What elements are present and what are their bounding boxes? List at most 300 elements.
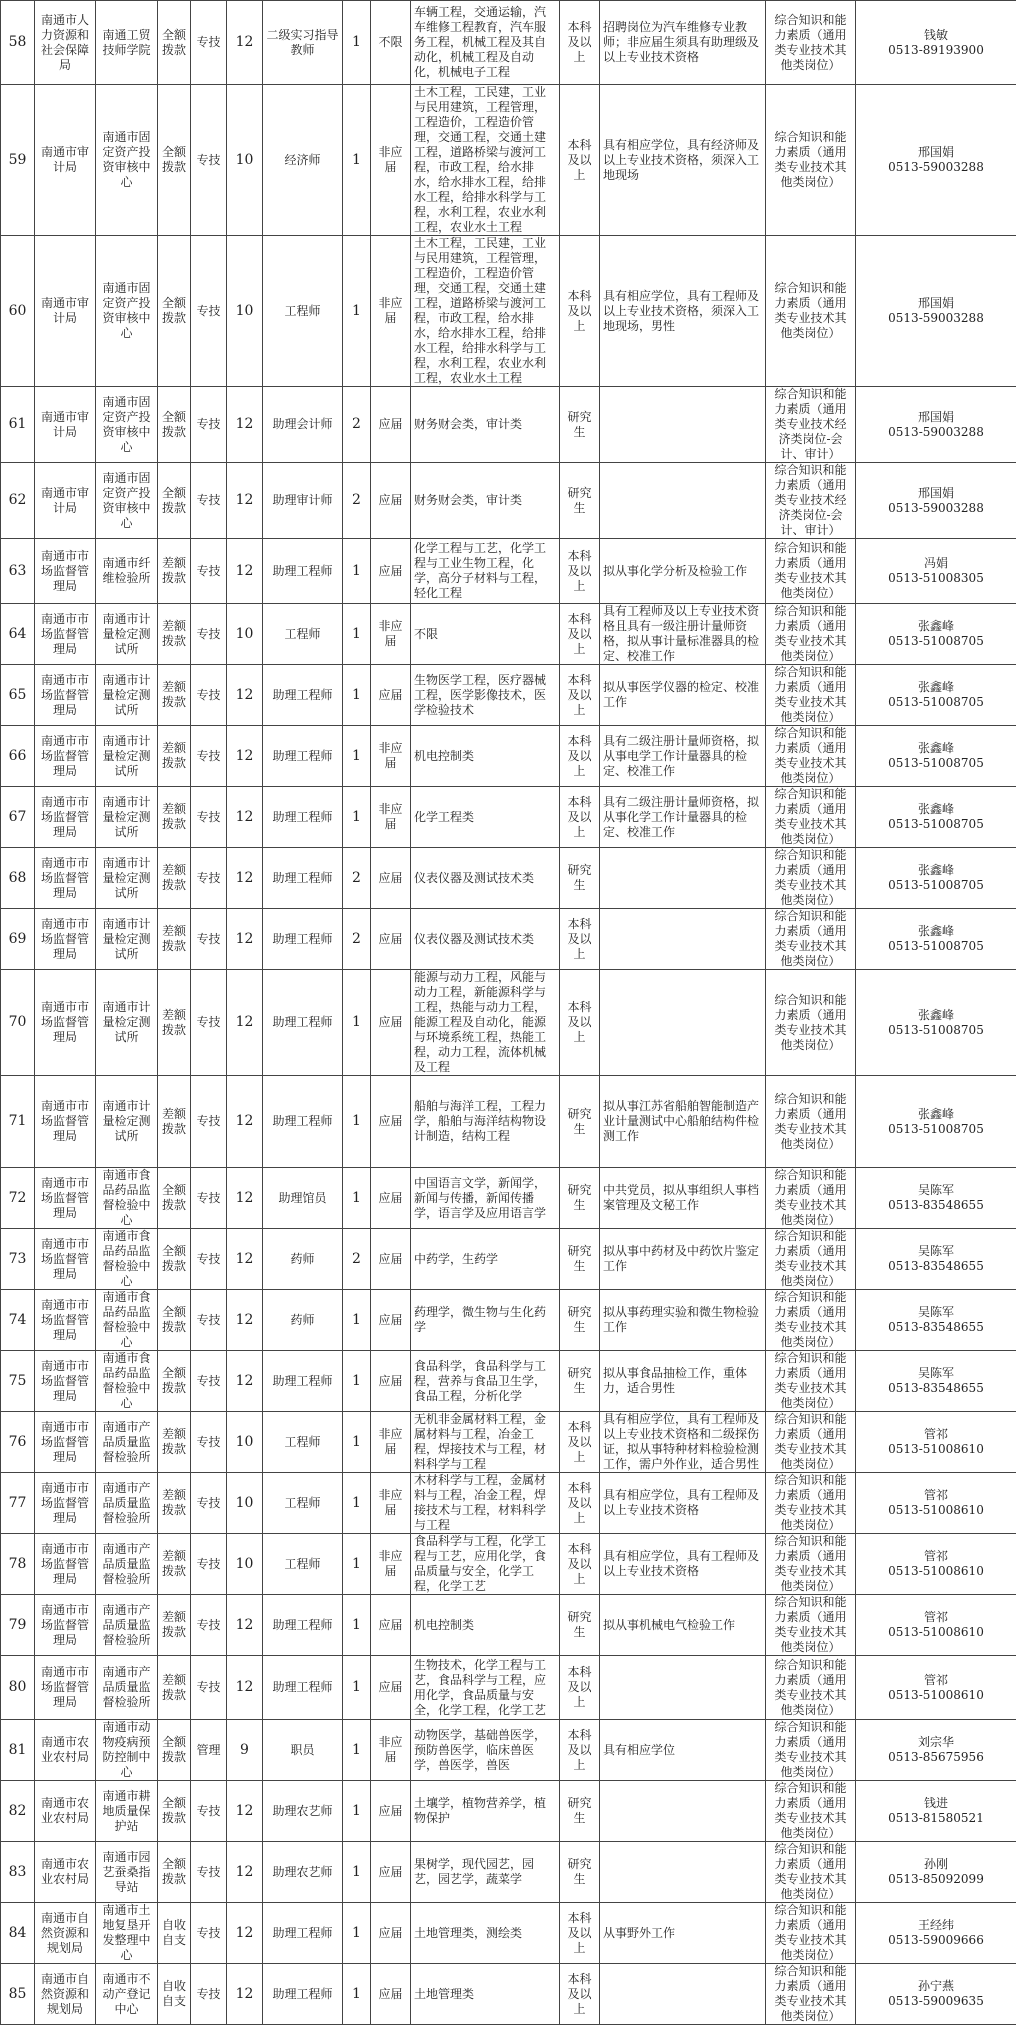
table-row — [1, 85, 1016, 236]
contact-phone: 0513-83548655 — [859, 1259, 1013, 1274]
cell-unit: 南通市食品药品监督检验中心 — [96, 1290, 158, 1351]
cell-level: 9 — [227, 1720, 263, 1781]
cell-major: 中国语言文学，新闻学，新闻与传播，新闻传播学，语言学及应用语言学 — [411, 1168, 560, 1229]
cell-major: 仪表仪器及测试技术类 — [411, 909, 560, 970]
cell-funding: 差额拨款 — [158, 1412, 191, 1473]
cell-graduate: 非应届 — [371, 85, 411, 236]
cell-exam: 综合知识和能力素质（通用类专业技术其他类岗位） — [766, 1412, 856, 1473]
cell-unit: 南通市不动产登记中心 — [96, 1964, 158, 2025]
contact-phone: 0513-51008705 — [859, 939, 1013, 954]
cell-exam: 综合知识和能力素质（通用类专业技术其他类岗位） — [766, 909, 856, 970]
contact-phone: 0513-51008305 — [859, 571, 1013, 586]
cell-exam: 综合知识和能力素质（通用类专业技术其他类岗位） — [766, 1903, 856, 1964]
cell-unit: 南通市食品药品监督检验中心 — [96, 1229, 158, 1290]
cell-education: 研究生 — [560, 848, 600, 909]
cell-major: 船舶与海洋工程，工程力学，船舶与海洋结构物设计制造，结构工程 — [411, 1076, 560, 1168]
cell-count: 1 — [343, 1781, 371, 1842]
cell-funding: 自收自支 — [158, 1903, 191, 1964]
cell-count: 2 — [343, 387, 371, 463]
cell-unit: 南通市食品药品监督检验中心 — [96, 1168, 158, 1229]
cell-level: 12 — [227, 1, 263, 85]
cell-graduate: 应届 — [371, 970, 411, 1076]
contact-phone: 0513-85675956 — [859, 1750, 1013, 1765]
contact-phone: 0513-83548655 — [859, 1381, 1013, 1396]
cell-education: 研究生 — [560, 1351, 600, 1412]
cell-graduate: 应届 — [371, 539, 411, 604]
cell-contact — [856, 665, 1016, 726]
cell-other: 拟从事江苏省船舶智能制造产业计量测试中心船舶结构件检测工作 — [600, 1076, 766, 1168]
cell-level: 12 — [227, 1229, 263, 1290]
table-row — [1, 970, 1016, 1076]
cell-contact — [856, 1534, 1016, 1595]
cell-major: 土壤学，植物营养学，植物保护 — [411, 1781, 560, 1842]
cell-exam: 综合知识和能力素质（通用类专业技术其他类岗位） — [766, 1, 856, 85]
cell-graduate: 非应届 — [371, 604, 411, 665]
table-row — [1, 1964, 1016, 2025]
cell-contact — [856, 539, 1016, 604]
cell-count: 1 — [343, 1964, 371, 2025]
cell-other: 拟从事机械电气检验工作 — [600, 1595, 766, 1656]
cell-major: 中药学，生药学 — [411, 1229, 560, 1290]
contact-name: 吴陈军 — [859, 1244, 1013, 1259]
table-row — [1, 1412, 1016, 1473]
cell-no: 71 — [1, 1076, 35, 1168]
cell-education: 本科及以上 — [560, 970, 600, 1076]
cell-graduate: 应届 — [371, 1595, 411, 1656]
cell-contact — [856, 1229, 1016, 1290]
table-row — [1, 665, 1016, 726]
cell-unit: 南通市固定资产投资审核中心 — [96, 387, 158, 463]
cell-major: 财务财会类，审计类 — [411, 463, 560, 539]
cell-major: 生物技术，化学工程与工艺，食品科学与工程，应用化学，食品质量与安全，化学工程，化学工艺 — [411, 1656, 560, 1720]
cell-unit: 南通市计量检定测试所 — [96, 970, 158, 1076]
cell-no: 74 — [1, 1290, 35, 1351]
cell-other: 招聘岗位为汽车维修专业教师；非应届生须具有助理级及以上专业技术资格 — [600, 1, 766, 85]
cell-major: 果树学，现代园艺，园艺，园艺学，蔬菜学 — [411, 1842, 560, 1903]
cell-major: 药理学，微生物与生化药学 — [411, 1290, 560, 1351]
cell-contact — [856, 463, 1016, 539]
cell-unit: 南通市计量检定测试所 — [96, 665, 158, 726]
contact-name: 邢国娟 — [859, 410, 1013, 425]
cell-count: 1 — [343, 1595, 371, 1656]
cell-no: 68 — [1, 848, 35, 909]
cell-exam: 综合知识和能力素质（通用类专业技术其他类岗位） — [766, 539, 856, 604]
cell-count: 1 — [343, 970, 371, 1076]
table-row — [1, 1534, 1016, 1595]
cell-contact — [856, 1842, 1016, 1903]
cell-level: 12 — [227, 1842, 263, 1903]
cell-major: 财务财会类，审计类 — [411, 387, 560, 463]
cell-education: 研究生 — [560, 1290, 600, 1351]
cell-count: 1 — [343, 1720, 371, 1781]
cell-unit: 南通市计量检定测试所 — [96, 787, 158, 848]
cell-graduate: 非应届 — [371, 1534, 411, 1595]
cell-major: 土木工程，工民建，工业与民用建筑，工程管理，工程造价，工程造价管理，交通工程，交通土建工程，道路桥梁与渡河工程，市政工程，给水排水，给水排水工程，给排水工程，给排水科学与工程，水利工程，农业水利工程，农业水土工程 — [411, 85, 560, 236]
cell-funding: 差额拨款 — [158, 848, 191, 909]
cell-unit: 南通市产品质量监督检验所 — [96, 1473, 158, 1534]
table-row — [1, 1290, 1016, 1351]
cell-count: 1 — [343, 1, 371, 85]
cell-graduate: 应届 — [371, 387, 411, 463]
cell-category: 专技 — [191, 387, 227, 463]
cell-contact — [856, 1412, 1016, 1473]
cell-position: 工程师 — [263, 1473, 343, 1534]
cell-category: 专技 — [191, 665, 227, 726]
contact-name: 张鑫峰 — [859, 802, 1013, 817]
cell-funding: 全额拨款 — [158, 1168, 191, 1229]
cell-no: 72 — [1, 1168, 35, 1229]
cell-level: 12 — [227, 726, 263, 787]
cell-position: 工程师 — [263, 236, 343, 387]
contact-phone: 0513-51008705 — [859, 695, 1013, 710]
cell-count: 1 — [343, 787, 371, 848]
table-row — [1, 387, 1016, 463]
contact-phone: 0513-89193900 — [859, 43, 1013, 58]
cell-category: 专技 — [191, 848, 227, 909]
cell-count: 1 — [343, 1534, 371, 1595]
contact-name: 张鑫峰 — [859, 1107, 1013, 1122]
cell-contact — [856, 1168, 1016, 1229]
cell-position: 工程师 — [263, 1412, 343, 1473]
cell-graduate: 应届 — [371, 1290, 411, 1351]
cell-level: 10 — [227, 604, 263, 665]
cell-funding: 差额拨款 — [158, 604, 191, 665]
cell-education: 本科及以上 — [560, 236, 600, 387]
cell-other: 中共党员，拟从事组织人事档案管理及文秘工作 — [600, 1168, 766, 1229]
cell-contact — [856, 1, 1016, 85]
cell-no: 70 — [1, 970, 35, 1076]
cell-education: 本科及以上 — [560, 665, 600, 726]
cell-other — [600, 463, 766, 539]
cell-other: 具有工程师及以上专业技术资格且具有一级注册计量师资格，拟从事计量标准器具的检定、校准工作 — [600, 604, 766, 665]
contact-phone: 0513-51008610 — [859, 1564, 1013, 1579]
cell-contact — [856, 1781, 1016, 1842]
cell-position: 药师 — [263, 1229, 343, 1290]
cell-position: 助理工程师 — [263, 726, 343, 787]
cell-major: 仪表仪器及测试技术类 — [411, 848, 560, 909]
cell-funding: 全额拨款 — [158, 1351, 191, 1412]
contact-name: 邢国娟 — [859, 486, 1013, 501]
cell-unit: 南通市固定资产投资审核中心 — [96, 463, 158, 539]
cell-exam: 综合知识和能力素质（通用类专业技术其他类岗位） — [766, 1656, 856, 1720]
cell-level: 10 — [227, 236, 263, 387]
contact-phone: 0513-51008610 — [859, 1688, 1013, 1703]
cell-dept: 南通市市场监督管理局 — [35, 1290, 96, 1351]
cell-education: 本科及以上 — [560, 1412, 600, 1473]
cell-category: 专技 — [191, 604, 227, 665]
cell-funding: 差额拨款 — [158, 787, 191, 848]
contact-name: 管祁 — [859, 1673, 1013, 1688]
cell-count: 1 — [343, 1473, 371, 1534]
cell-major: 土地管理类，测绘类 — [411, 1903, 560, 1964]
cell-other: 具有二级注册计量师资格，拟从事化学工作计量器具的检定、校准工作 — [600, 787, 766, 848]
cell-level: 12 — [227, 1781, 263, 1842]
contact-phone: 0513-51008705 — [859, 1023, 1013, 1038]
cell-unit: 南通市纤维检验所 — [96, 539, 158, 604]
cell-dept: 南通市市场监督管理局 — [35, 1168, 96, 1229]
cell-other — [600, 387, 766, 463]
cell-unit: 南通市产品质量监督检验所 — [96, 1656, 158, 1720]
cell-graduate: 非应届 — [371, 787, 411, 848]
cell-dept: 南通市市场监督管理局 — [35, 848, 96, 909]
cell-category: 专技 — [191, 463, 227, 539]
cell-exam: 综合知识和能力素质（通用类专业技术其他类岗位） — [766, 1781, 856, 1842]
contact-name: 张鑫峰 — [859, 1008, 1013, 1023]
cell-dept: 南通市市场监督管理局 — [35, 1076, 96, 1168]
cell-education: 本科及以上 — [560, 787, 600, 848]
cell-level: 10 — [227, 1412, 263, 1473]
cell-funding: 全额拨款 — [158, 236, 191, 387]
cell-graduate: 应届 — [371, 848, 411, 909]
cell-major: 不限 — [411, 604, 560, 665]
cell-graduate: 应届 — [371, 1964, 411, 2025]
cell-no: 85 — [1, 1964, 35, 2025]
cell-dept: 南通市人力资源和社会保障局 — [35, 1, 96, 85]
cell-no: 69 — [1, 909, 35, 970]
cell-funding: 全额拨款 — [158, 387, 191, 463]
cell-other — [600, 1842, 766, 1903]
cell-count: 1 — [343, 236, 371, 387]
cell-category: 专技 — [191, 85, 227, 236]
cell-position: 助理工程师 — [263, 909, 343, 970]
cell-education: 本科及以上 — [560, 85, 600, 236]
cell-category: 专技 — [191, 1290, 227, 1351]
cell-exam: 综合知识和能力素质（通用类专业技术其他类岗位） — [766, 848, 856, 909]
cell-major: 无机非金属材料工程，金属材料与工程，冶金工程，焊接技术与工程，材料科学与工程 — [411, 1412, 560, 1473]
cell-funding: 差额拨款 — [158, 1595, 191, 1656]
table-row — [1, 1351, 1016, 1412]
contact-phone: 0513-51008610 — [859, 1625, 1013, 1640]
cell-major: 能源与动力工程，风能与动力工程，新能源科学与工程，热能与动力工程，能源工程及自动化，能源与环境系统工程，热能工程，动力工程，流体机械及工程 — [411, 970, 560, 1076]
cell-category: 管理 — [191, 1720, 227, 1781]
cell-funding: 差额拨款 — [158, 665, 191, 726]
cell-unit: 南通市计量检定测试所 — [96, 726, 158, 787]
table-row — [1, 1168, 1016, 1229]
cell-position: 助理工程师 — [263, 1656, 343, 1720]
cell-dept: 南通市市场监督管理局 — [35, 909, 96, 970]
cell-unit: 南通市园艺蚕桑指导站 — [96, 1842, 158, 1903]
cell-exam: 综合知识和能力素质（通用类专业技术经济类岗位-会计、审计） — [766, 463, 856, 539]
cell-other: 具有相应学位，具有工程师及以上专业技术资格 — [600, 1473, 766, 1534]
cell-level: 12 — [227, 848, 263, 909]
cell-funding: 全额拨款 — [158, 1, 191, 85]
cell-unit: 南通市计量检定测试所 — [96, 909, 158, 970]
cell-graduate: 应届 — [371, 909, 411, 970]
cell-no: 66 — [1, 726, 35, 787]
cell-other: 拟从事食品抽检工作，重体力，适合男性 — [600, 1351, 766, 1412]
cell-no: 77 — [1, 1473, 35, 1534]
cell-graduate: 应届 — [371, 1656, 411, 1720]
cell-education: 本科及以上 — [560, 1, 600, 85]
cell-count: 2 — [343, 463, 371, 539]
cell-position: 助理工程师 — [263, 970, 343, 1076]
cell-exam: 综合知识和能力素质（通用类专业技术其他类岗位） — [766, 1964, 856, 2025]
cell-no: 59 — [1, 85, 35, 236]
cell-funding: 差额拨款 — [158, 909, 191, 970]
cell-dept: 南通市审计局 — [35, 236, 96, 387]
cell-contact — [856, 909, 1016, 970]
contact-phone: 0513-59003288 — [859, 311, 1013, 326]
cell-position: 助理工程师 — [263, 1076, 343, 1168]
contact-phone: 0513-59009635 — [859, 1994, 1013, 2009]
cell-dept: 南通市农业农村局 — [35, 1720, 96, 1781]
cell-education: 研究生 — [560, 1781, 600, 1842]
contact-name: 张鑫峰 — [859, 924, 1013, 939]
cell-count: 1 — [343, 539, 371, 604]
cell-position: 助理会计师 — [263, 387, 343, 463]
cell-major: 生物医学工程，医疗器械工程，医学影像技术，医学检验技术 — [411, 665, 560, 726]
cell-contact — [856, 1290, 1016, 1351]
table-row — [1, 539, 1016, 604]
cell-level: 12 — [227, 1656, 263, 1720]
contact-name: 张鑫峰 — [859, 741, 1013, 756]
cell-graduate: 应届 — [371, 1168, 411, 1229]
cell-position: 助理工程师 — [263, 1595, 343, 1656]
cell-other — [600, 1781, 766, 1842]
cell-exam: 综合知识和能力素质（通用类专业技术其他类岗位） — [766, 1229, 856, 1290]
cell-no: 64 — [1, 604, 35, 665]
contact-name: 管祁 — [859, 1549, 1013, 1564]
cell-unit: 南通市产品质量监督检验所 — [96, 1534, 158, 1595]
cell-contact — [856, 848, 1016, 909]
cell-education: 研究生 — [560, 1229, 600, 1290]
cell-no: 60 — [1, 236, 35, 387]
cell-funding: 差额拨款 — [158, 1656, 191, 1720]
cell-level: 12 — [227, 1076, 263, 1168]
contact-phone: 0513-51008610 — [859, 1503, 1013, 1518]
cell-other: 具有相应学位，具有工程师及以上专业技术资格，须深入工地现场，男性 — [600, 236, 766, 387]
cell-position: 助理工程师 — [263, 848, 343, 909]
cell-no: 76 — [1, 1412, 35, 1473]
table-row — [1, 604, 1016, 665]
cell-category: 专技 — [191, 1351, 227, 1412]
cell-exam: 综合知识和能力素质（通用类专业技术其他类岗位） — [766, 604, 856, 665]
contact-phone: 0513-81580521 — [859, 1811, 1013, 1826]
cell-level: 12 — [227, 909, 263, 970]
cell-contact — [856, 1656, 1016, 1720]
cell-dept: 南通市市场监督管理局 — [35, 1229, 96, 1290]
cell-other — [600, 848, 766, 909]
cell-position: 二级实习指导教师 — [263, 1, 343, 85]
cell-position: 经济师 — [263, 85, 343, 236]
table-row — [1, 1473, 1016, 1534]
cell-level: 12 — [227, 1595, 263, 1656]
cell-category: 专技 — [191, 787, 227, 848]
cell-other — [600, 909, 766, 970]
cell-level: 12 — [227, 1903, 263, 1964]
contact-phone: 0513-83548655 — [859, 1320, 1013, 1335]
contact-name: 吴陈军 — [859, 1305, 1013, 1320]
cell-category: 专技 — [191, 539, 227, 604]
cell-dept: 南通市市场监督管理局 — [35, 1534, 96, 1595]
cell-education: 本科及以上 — [560, 604, 600, 665]
cell-graduate: 应届 — [371, 1076, 411, 1168]
cell-dept: 南通市市场监督管理局 — [35, 970, 96, 1076]
cell-education: 研究生 — [560, 1595, 600, 1656]
cell-contact — [856, 726, 1016, 787]
contact-name: 管祁 — [859, 1488, 1013, 1503]
contact-name: 吴陈军 — [859, 1366, 1013, 1381]
cell-position: 助理工程师 — [263, 1351, 343, 1412]
cell-category: 专技 — [191, 1964, 227, 2025]
cell-unit: 南通市耕地质量保护站 — [96, 1781, 158, 1842]
cell-other — [600, 1656, 766, 1720]
cell-unit: 南通工贸技师学院 — [96, 1, 158, 85]
cell-major: 动物医学，基础兽医学，预防兽医学，临床兽医学，兽医学，兽医 — [411, 1720, 560, 1781]
table-row — [1, 1656, 1016, 1720]
cell-level: 12 — [227, 463, 263, 539]
contact-name: 王经纬 — [859, 1918, 1013, 1933]
table-row — [1, 1720, 1016, 1781]
cell-other: 拟从事中药材及中药饮片鉴定工作 — [600, 1229, 766, 1290]
cell-category: 专技 — [191, 726, 227, 787]
cell-level: 12 — [227, 387, 263, 463]
cell-education: 本科及以上 — [560, 1656, 600, 1720]
cell-unit: 南通市土地复垦开发整理中心 — [96, 1903, 158, 1964]
cell-category: 专技 — [191, 236, 227, 387]
table-row — [1, 909, 1016, 970]
cell-education: 本科及以上 — [560, 1473, 600, 1534]
cell-unit: 南通市固定资产投资审核中心 — [96, 236, 158, 387]
cell-exam: 综合知识和能力素质（通用类专业技术其他类岗位） — [766, 85, 856, 236]
cell-contact — [856, 236, 1016, 387]
cell-education: 本科及以上 — [560, 909, 600, 970]
cell-graduate: 非应届 — [371, 1412, 411, 1473]
cell-exam: 综合知识和能力素质（通用类专业技术其他类岗位） — [766, 1720, 856, 1781]
cell-exam: 综合知识和能力素质（通用类专业技术经济类岗位-会计、审计） — [766, 387, 856, 463]
cell-no: 78 — [1, 1534, 35, 1595]
cell-level: 12 — [227, 665, 263, 726]
cell-graduate: 不限 — [371, 1, 411, 85]
cell-no: 62 — [1, 463, 35, 539]
cell-level: 12 — [227, 1290, 263, 1351]
cell-education: 本科及以上 — [560, 726, 600, 787]
cell-category: 专技 — [191, 1534, 227, 1595]
cell-major: 土木工程，工民建，工业与民用建筑，工程管理，工程造价，工程造价管理，交通工程，交通土建工程，道路桥梁与渡河工程，市政工程，给水排水，给水排水工程，给排水工程，给排水科学与工程，水利工程，农业水利工程，农业水土工程 — [411, 236, 560, 387]
cell-unit: 南通市动物疫病预防控制中心 — [96, 1720, 158, 1781]
cell-count: 1 — [343, 1168, 371, 1229]
contact-phone: 0513-59009666 — [859, 1933, 1013, 1948]
cell-funding: 差额拨款 — [158, 1076, 191, 1168]
cell-exam: 综合知识和能力素质（通用类专业技术其他类岗位） — [766, 236, 856, 387]
cell-unit: 南通市计量检定测试所 — [96, 1076, 158, 1168]
cell-dept: 南通市市场监督管理局 — [35, 539, 96, 604]
cell-other: 从事野外工作 — [600, 1903, 766, 1964]
cell-dept: 南通市自然资源和规划局 — [35, 1903, 96, 1964]
contact-name: 孙宁燕 — [859, 1979, 1013, 1994]
cell-graduate: 非应届 — [371, 236, 411, 387]
cell-contact — [856, 604, 1016, 665]
cell-major: 土地管理类 — [411, 1964, 560, 2025]
cell-funding: 自收自支 — [158, 1964, 191, 2025]
cell-major: 车辆工程，交通运输，汽车维修工程教育，汽车服务工程，机械工程及其自动化，机械工程及自动化，机械电子工程 — [411, 1, 560, 85]
cell-no: 83 — [1, 1842, 35, 1903]
cell-funding: 差额拨款 — [158, 539, 191, 604]
cell-category: 专技 — [191, 1842, 227, 1903]
cell-unit: 南通市计量检定测试所 — [96, 848, 158, 909]
cell-unit: 南通市计量检定测试所 — [96, 604, 158, 665]
cell-funding: 全额拨款 — [158, 1842, 191, 1903]
cell-exam: 综合知识和能力素质（通用类专业技术其他类岗位） — [766, 1168, 856, 1229]
cell-major: 木材科学与工程，金属材料与工程，冶金工程，焊接技术与工程，材料科学与工程 — [411, 1473, 560, 1534]
cell-category: 专技 — [191, 1781, 227, 1842]
cell-unit: 南通市产品质量监督检验所 — [96, 1595, 158, 1656]
cell-count: 1 — [343, 1412, 371, 1473]
cell-dept: 南通市审计局 — [35, 463, 96, 539]
cell-no: 84 — [1, 1903, 35, 1964]
cell-dept: 南通市农业农村局 — [35, 1781, 96, 1842]
cell-contact — [856, 787, 1016, 848]
